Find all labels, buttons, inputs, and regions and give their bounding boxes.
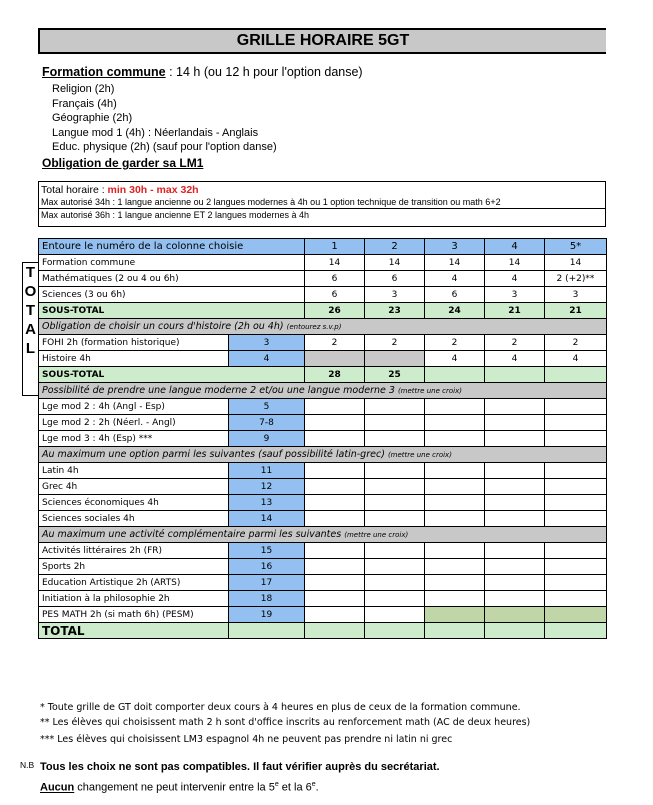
value-cell: 2 (305, 335, 365, 351)
choice-cell[interactable] (425, 591, 485, 607)
choice-cell[interactable] (485, 543, 545, 559)
row-label: Sciences sociales 4h (39, 511, 229, 527)
value-cell: 6 (305, 287, 365, 303)
course-code[interactable]: 4 (229, 351, 305, 367)
nb-line2-mid: et la 6 (278, 781, 312, 794)
choice-cell[interactable] (545, 543, 607, 559)
footnote: *** Les élèves qui choisissent LM3 espagnol 4h ne peuvent pas prendre ni latin ni grec (40, 734, 453, 745)
formation-list (52, 82, 277, 155)
max-36: Max autorisé 36h : 1 langue ancienne ET 2 langues modernes à 4h (41, 210, 310, 220)
value-cell: 14 (425, 255, 485, 271)
choice-cell[interactable] (365, 607, 425, 623)
footnotes (40, 700, 530, 747)
choice-cell[interactable] (425, 495, 485, 511)
choice-cell[interactable] (305, 415, 365, 431)
choice-cell[interactable] (545, 559, 607, 575)
formation-hours: : 14 h (ou 12 h pour l'option danse) (165, 65, 363, 79)
section-label: Obligation de choisir un cours d'histoire (2h ou 4h) (42, 321, 284, 332)
total-cell[interactable] (305, 623, 365, 639)
row-label: PES MATH 2h (si math 6h) (PESM) (39, 607, 229, 623)
language-section (39, 383, 607, 399)
side-letter: A (25, 321, 36, 338)
side-letter: O (24, 283, 37, 300)
value-cell (365, 351, 425, 367)
choice-cell[interactable] (545, 575, 607, 591)
course-code[interactable]: 9 (229, 431, 305, 447)
total-cell[interactable] (485, 623, 545, 639)
course-code[interactable]: 5 (229, 399, 305, 415)
row-label: Lge mod 2 : 2h (Néerl. - Angl) (39, 415, 229, 431)
choice-cell[interactable] (485, 591, 545, 607)
column-4[interactable]: 4 (485, 239, 545, 255)
option-row (39, 511, 607, 527)
choice-cell[interactable] (305, 607, 365, 623)
choice-cell[interactable] (365, 431, 425, 447)
choice-cell[interactable] (365, 575, 425, 591)
value-cell: 4 (425, 351, 485, 367)
activity-section (39, 527, 607, 543)
nb-line2: changement ne peut intervenir entre la 5 (74, 781, 275, 794)
value-cell: 6 (425, 287, 485, 303)
nb-tag: N.B (20, 760, 35, 770)
subtotal-value (545, 367, 607, 383)
course-code[interactable]: 13 (229, 495, 305, 511)
footnote: * Toute grille de GT doit comporter deux cours à 4 heures en plus de ceux de la formation commune. (40, 702, 521, 713)
choice-cell[interactable] (545, 495, 607, 511)
formation-item: Religion (2h) (52, 83, 115, 95)
row-label: Lge mod 3 : 4h (Esp) *** (39, 431, 229, 447)
formation-label: Formation commune (42, 65, 166, 79)
column-1[interactable]: 1 (305, 239, 365, 255)
section-note: (entourez s.v.p) (286, 323, 342, 331)
value-cell: 3 (365, 287, 425, 303)
max-34: Max autorisé 34h : 1 langue ancienne ou 2 langues modernes à 4h ou 1 option technique de transition ou math 6+2 (41, 197, 501, 207)
header-label: Entoure le numéro de la colonne choisie (39, 239, 305, 255)
row-label: Formation commune (39, 255, 305, 271)
choice-cell[interactable] (485, 607, 545, 623)
section-title (39, 319, 607, 335)
option-row (39, 479, 607, 495)
value-cell: 2 (545, 335, 607, 351)
section-label: Au maximum une activité complémentaire parmi les suivantes (42, 529, 342, 540)
course-code[interactable]: 7-8 (229, 415, 305, 431)
course-code[interactable]: 14 (229, 511, 305, 527)
section-label: Possibilité de prendre une langue moderne 2 et/ou une langue moderne 3 (42, 385, 395, 396)
nb-sup: e (311, 781, 316, 788)
subtotal-label: SOUS-TOTAL (39, 303, 305, 319)
total-cell[interactable] (425, 623, 485, 639)
schedule-grid (38, 238, 607, 639)
choice-cell[interactable] (545, 479, 607, 495)
subtotal-value: 21 (485, 303, 545, 319)
subtotal-value: 24 (425, 303, 485, 319)
choice-cell[interactable] (365, 543, 425, 559)
row-label: Mathématiques (2 ou 4 ou 6h) (39, 271, 305, 287)
obligation-lm1: Obligation de garder sa LM1 (42, 156, 204, 170)
base-row (39, 271, 607, 287)
choice-cell[interactable] (425, 575, 485, 591)
course-code[interactable]: 18 (229, 591, 305, 607)
value-cell: 3 (545, 287, 607, 303)
choice-cell[interactable] (425, 463, 485, 479)
value-cell: 2 (425, 335, 485, 351)
choice-cell[interactable] (485, 415, 545, 431)
choice-cell[interactable] (545, 399, 607, 415)
choice-cell[interactable] (485, 399, 545, 415)
row-label: Sciences économiques 4h (39, 495, 229, 511)
language-row (39, 399, 607, 415)
value-cell: 4 (545, 351, 607, 367)
value-cell: 4 (485, 271, 545, 287)
course-code[interactable]: 19 (229, 607, 305, 623)
choice-cell[interactable] (425, 431, 485, 447)
choice-cell[interactable] (545, 463, 607, 479)
row-label: Sports 2h (39, 559, 229, 575)
section-note: (mettre une croix) (397, 387, 462, 395)
column-2[interactable]: 2 (365, 239, 425, 255)
total-box (38, 181, 606, 227)
formation-item: Educ. physique (2h) (sauf pour l'option danse) (52, 141, 277, 153)
choice-cell[interactable] (305, 543, 365, 559)
row-label: Latin 4h (39, 463, 229, 479)
language-row (39, 431, 607, 447)
choice-cell[interactable] (365, 495, 425, 511)
choice-cell[interactable] (425, 479, 485, 495)
row-label: Histoire 4h (39, 351, 229, 367)
subtotal-row (39, 367, 607, 383)
nb-aucun: Aucun (40, 781, 75, 794)
choice-cell[interactable] (305, 463, 365, 479)
choice-cell[interactable] (425, 559, 485, 575)
column-5[interactable]: 5* (545, 239, 607, 255)
choice-cell[interactable] (305, 479, 365, 495)
choice-cell[interactable] (545, 511, 607, 527)
choice-cell[interactable] (485, 559, 545, 575)
total-cell[interactable] (545, 623, 607, 639)
value-cell: 14 (485, 255, 545, 271)
option-section (39, 447, 607, 463)
activity-row (39, 543, 607, 559)
value-cell: 14 (305, 255, 365, 271)
course-code[interactable]: 3 (229, 335, 305, 351)
course-code[interactable]: 16 (229, 559, 305, 575)
choice-cell[interactable] (425, 415, 485, 431)
choice-cell[interactable] (425, 607, 485, 623)
row-label: Lge mod 2 : 4h (Angl - Esp) (39, 399, 229, 415)
history-row (39, 351, 607, 367)
choice-cell[interactable] (545, 607, 607, 623)
choice-cell[interactable] (365, 559, 425, 575)
choice-cell[interactable] (365, 399, 425, 415)
row-label: Activités littéraires 2h (FR) (39, 543, 229, 559)
choice-cell[interactable] (365, 463, 425, 479)
history-row (39, 335, 607, 351)
choice-cell[interactable] (485, 479, 545, 495)
subtotal-value (485, 367, 545, 383)
value-cell: 4 (425, 271, 485, 287)
side-letter: T (25, 302, 36, 319)
base-row (39, 287, 607, 303)
total-side-label (22, 262, 38, 396)
subtotal-value: 28 (305, 367, 365, 383)
value-cell: 6 (365, 271, 425, 287)
grid-header (39, 239, 607, 255)
nb-sup: e (274, 781, 279, 788)
value-cell: 6 (305, 271, 365, 287)
value-cell: 2 (365, 335, 425, 351)
row-label: Sciences (3 ou 6h) (39, 287, 305, 303)
choice-cell[interactable] (425, 543, 485, 559)
formation-item: Français (4h) (52, 97, 117, 110)
course-code[interactable]: 15 (229, 543, 305, 559)
total-label: Total horaire : (41, 184, 108, 196)
subtotal-label: SOUS-TOTAL (39, 367, 305, 383)
nb-line1: Tous les choix ne sont pas compatibles. Il faut vérifier auprès du secrétariat. (40, 761, 440, 773)
choice-cell[interactable] (545, 415, 607, 431)
subtotal-row (39, 303, 607, 319)
total-label: TOTAL (39, 623, 229, 639)
choice-cell[interactable] (365, 415, 425, 431)
subtotal-value: 21 (545, 303, 607, 319)
total-range: min 30h - max 32h (107, 184, 199, 196)
formation-item: Géographie (2h) (52, 112, 133, 124)
section-title (39, 527, 607, 543)
choice-cell[interactable] (485, 511, 545, 527)
choice-cell[interactable] (305, 399, 365, 415)
value-cell: 3 (485, 287, 545, 303)
side-letter: L (25, 340, 36, 357)
option-row (39, 495, 607, 511)
total-cell[interactable] (229, 623, 305, 639)
choice-cell[interactable] (545, 431, 607, 447)
activity-row (39, 591, 607, 607)
course-code[interactable]: 11 (229, 463, 305, 479)
choice-cell[interactable] (485, 431, 545, 447)
activity-row (39, 607, 607, 623)
section-note: (mettre une croix) (387, 451, 452, 459)
choice-cell[interactable] (305, 511, 365, 527)
total-cell[interactable] (365, 623, 425, 639)
choice-cell[interactable] (365, 479, 425, 495)
nb-text (40, 759, 440, 797)
choice-cell[interactable] (485, 495, 545, 511)
section-title (39, 383, 607, 399)
value-cell: 14 (365, 255, 425, 271)
column-3[interactable]: 3 (425, 239, 485, 255)
value-cell: 4 (485, 351, 545, 367)
row-label: FOHI 2h (formation historique) (39, 335, 229, 351)
choice-cell[interactable] (305, 575, 365, 591)
language-row (39, 415, 607, 431)
subtotal-value: 23 (365, 303, 425, 319)
nb-line2-end: . (315, 781, 319, 794)
base-row (39, 255, 607, 271)
row-label: Grec 4h (39, 479, 229, 495)
value-cell: 2 (485, 335, 545, 351)
value-cell (305, 351, 365, 367)
section-note: (mettre une croix) (344, 531, 409, 539)
choice-cell[interactable] (365, 591, 425, 607)
subtotal-value: 26 (305, 303, 365, 319)
option-row (39, 463, 607, 479)
value-cell: 2 (+2)** (545, 271, 607, 287)
course-code[interactable]: 12 (229, 479, 305, 495)
choice-cell[interactable] (425, 511, 485, 527)
choice-cell[interactable] (365, 511, 425, 527)
choice-cell[interactable] (485, 463, 545, 479)
value-cell: 14 (545, 255, 607, 271)
subtotal-value (425, 367, 485, 383)
row-label: Education Artistique 2h (ARTS) (39, 575, 229, 591)
choice-cell[interactable] (305, 559, 365, 575)
page-title: GRILLE HORAIRE 5GT (38, 28, 606, 54)
subtotal-value: 25 (365, 367, 425, 383)
choice-cell[interactable] (485, 575, 545, 591)
history-section (39, 319, 607, 335)
section-title (39, 447, 607, 463)
side-letter: T (25, 264, 36, 281)
activity-row (39, 575, 607, 591)
choice-cell[interactable] (425, 399, 485, 415)
choice-cell[interactable] (545, 591, 607, 607)
choice-cell[interactable] (305, 591, 365, 607)
total-row (39, 623, 607, 639)
activity-row (39, 559, 607, 575)
choice-cell[interactable] (305, 495, 365, 511)
formation-item: Langue mod 1 (4h) : Néerlandais - Anglais (52, 126, 259, 139)
footnote: ** Les élèves qui choisissent math 2 h sont d'office inscrits au renforcement math (AC de deux heures) (40, 717, 531, 728)
formation-commune (42, 65, 363, 79)
row-label: Initiation à la philosophie 2h (39, 591, 229, 607)
choice-cell[interactable] (305, 431, 365, 447)
course-code[interactable]: 17 (229, 575, 305, 591)
section-label: Au maximum une option parmi les suivantes (sauf possibilité latin-grec) (42, 449, 385, 460)
